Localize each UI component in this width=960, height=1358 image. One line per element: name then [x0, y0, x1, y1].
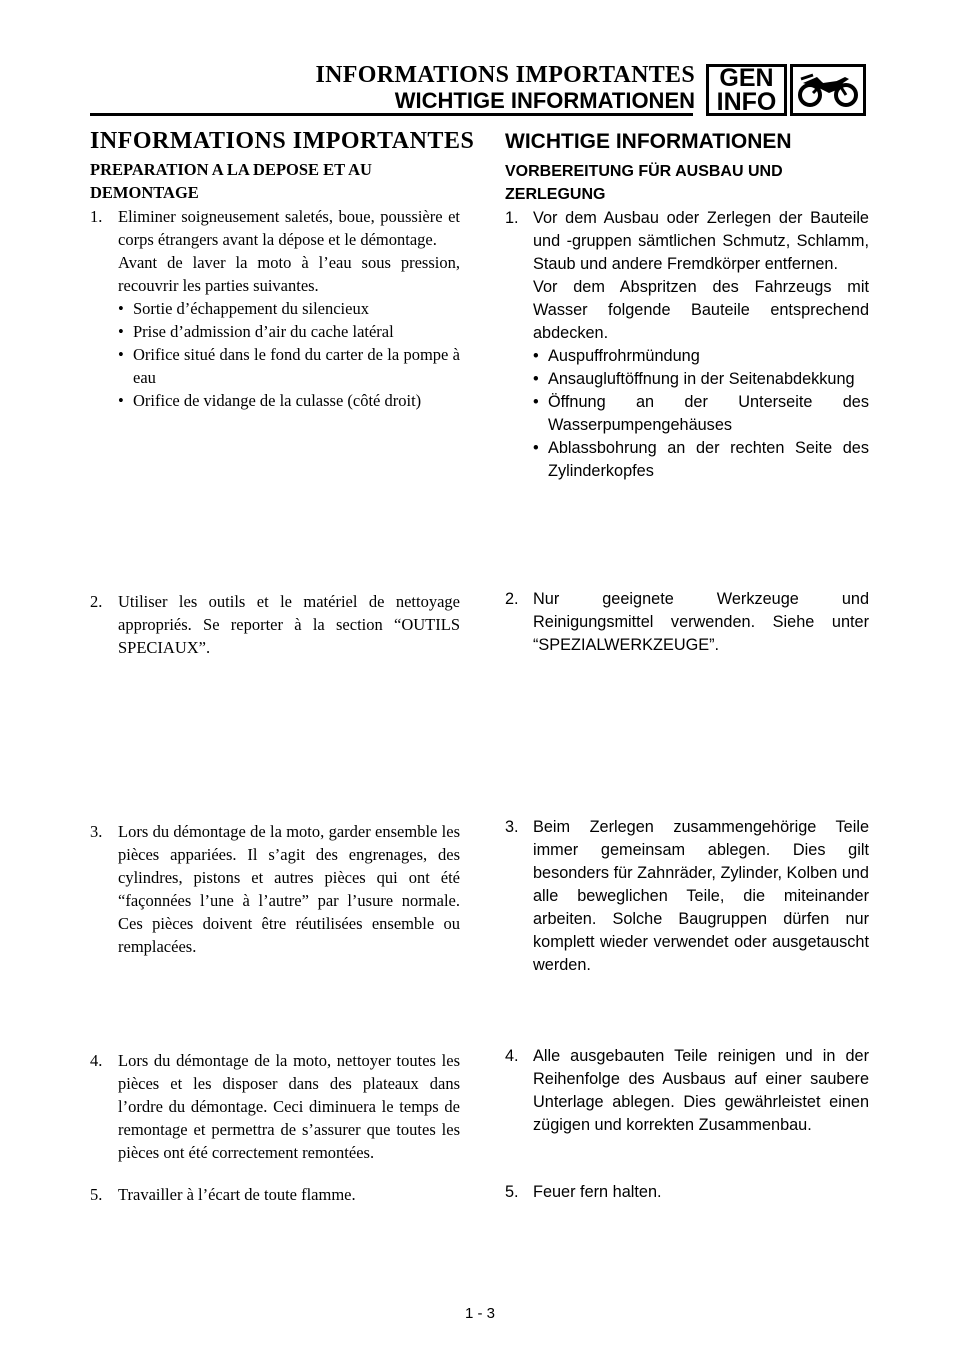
section-subtitle-fr: PREPARATION A LA DEPOSE ET AU DEMONTAGE	[90, 160, 372, 202]
de-bullet: • Öffnung an der Unterseite des Wasserpumpengehäuses	[533, 391, 869, 437]
fr-bullet: • Prise d’admission d’air du cache latéral	[118, 320, 460, 343]
de-item-1	[505, 207, 869, 483]
fr-item-5-text: Travailler à l’écart de toute flamme.	[118, 1185, 356, 1204]
fr-item-2	[90, 590, 460, 659]
de-item-2-text: Nur geeignete Werkzeuge und Reinigungsmittel verwenden. Siehe unter “SPEZIALWERKZEUGE”.	[533, 590, 869, 654]
fr-bullet: • Orifice de vidange de la culasse (côté droit)	[118, 389, 460, 412]
de-item-4-text: Alle ausgebauten Teile reinigen und in der Reihenfolge des Ausbaus auf einer saubere Unterlage ablegen. Dies gewährleistet einen zügigen und korrekten Zusammenbau.	[533, 1047, 869, 1134]
fr-item-1-number: 1.	[90, 207, 103, 226]
fr-bullet: • Sortie d’échappement du silencieux	[118, 297, 460, 320]
header-rule	[90, 113, 693, 116]
fr-item-4	[90, 1049, 460, 1164]
motorcycle-icon	[793, 67, 863, 113]
de-item-1-number: 1.	[505, 209, 519, 227]
page-number: 1 - 3	[464, 1305, 495, 1322]
de-bullet: • Ansaugluftöffnung in der Seitenabdekkung	[533, 368, 869, 391]
de-item-2	[505, 588, 869, 657]
fr-item-3	[90, 820, 460, 958]
de-bullet: • Auspuffrohrmündung	[533, 345, 869, 368]
section-title-de: WICHTIGE INFORMATIONEN	[505, 130, 792, 153]
fr-item-1-text: Eliminer soigneusement saletés, boue, poussière et corps étrangers avant la dépose et le démontage.	[118, 207, 460, 249]
section-title-fr: INFORMATIONS IMPORTANTES	[90, 128, 475, 154]
de-bullet: • Ablassbohrung an der rechten Seite des Zylinderkopfes	[533, 437, 869, 483]
badge-line-gen: GEN	[719, 64, 774, 92]
de-item-4	[505, 1045, 869, 1137]
de-item-5-text: Feuer fern halten.	[533, 1183, 662, 1201]
de-item-1-text: Vor dem Ausbau oder Zerlegen der Bauteile und -gruppen sämtlichen Schmutz, Schlamm, Staub und andere Fremdkörper entfernen.	[533, 209, 869, 273]
fr-item-3-number: 3.	[90, 822, 103, 841]
de-item-3	[505, 816, 869, 977]
fr-item-3-text: Lors du démontage de la moto, garder ensemble les pièces appariées. Il s’agit des engrenages, des cylindres, pistons et autres pièces qui ont été “façonnées l’une à l’autre” par l’usure normale. Ces pièces doivent être réutilisées ensemble ou remplacées.	[118, 822, 460, 956]
badge-line-info: INFO	[716, 88, 777, 116]
fr-item-1-text-2: Avant de laver la moto à l’eau sous pression, recouvrir les parties suivantes.	[118, 253, 460, 295]
section-subtitle-de: VORBEREITUNG FÜR AUSBAU UND ZERLEGUNG	[505, 163, 783, 203]
motorcycle-icon-box	[790, 64, 866, 116]
header-title-fr: INFORMATIONS IMPORTANTES	[315, 62, 695, 88]
de-item-5-number: 5.	[505, 1183, 519, 1201]
fr-item-5	[90, 1183, 460, 1206]
fr-item-1	[90, 205, 460, 412]
de-bullet-list	[533, 345, 869, 483]
fr-item-2-number: 2.	[90, 592, 103, 611]
de-item-3-text: Beim Zerlegen zusammengehörige Teile immer gemeinsam ablegen. Dies gilt besonders für Zahnräder, Zylinder, Kolben und alle beweglichen Teile, die miteinander arbeiten. Solche Baugruppen dürfen nur komplett wieder verwendet oder ausgetauscht werden.	[533, 818, 869, 974]
fr-item-4-text: Lors du démontage de la moto, nettoyer toutes les pièces et les disposer dans des plateaux dans l’ordre du démontage. Ceci diminuera le temps de remontage et permettra de s’assurer que toutes les pièces ont été correctement remontées.	[118, 1051, 460, 1162]
fr-bullet: • Orifice situé dans le fond du carter de la pompe à eau	[118, 343, 460, 389]
fr-item-4-number: 4.	[90, 1051, 103, 1070]
header-title-de: WICHTIGE INFORMATIONEN	[394, 88, 695, 113]
fr-item-5-number: 5.	[90, 1185, 103, 1204]
de-item-3-number: 3.	[505, 818, 519, 836]
fr-bullet-list	[118, 297, 460, 412]
de-item-1-text-2: Vor dem Abspritzen des Fahrzeugs mit Wasser folgende Bauteile entsprechend abdecken.	[533, 278, 869, 342]
de-item-2-number: 2.	[505, 590, 519, 608]
gen-info-badge	[706, 64, 787, 116]
de-item-5	[505, 1181, 869, 1204]
fr-item-2-text: Utiliser les outils et le matériel de nettoyage appropriés. Se reporter à la section “OUTILS SPECIAUX”.	[118, 592, 460, 657]
de-item-4-number: 4.	[505, 1047, 519, 1065]
